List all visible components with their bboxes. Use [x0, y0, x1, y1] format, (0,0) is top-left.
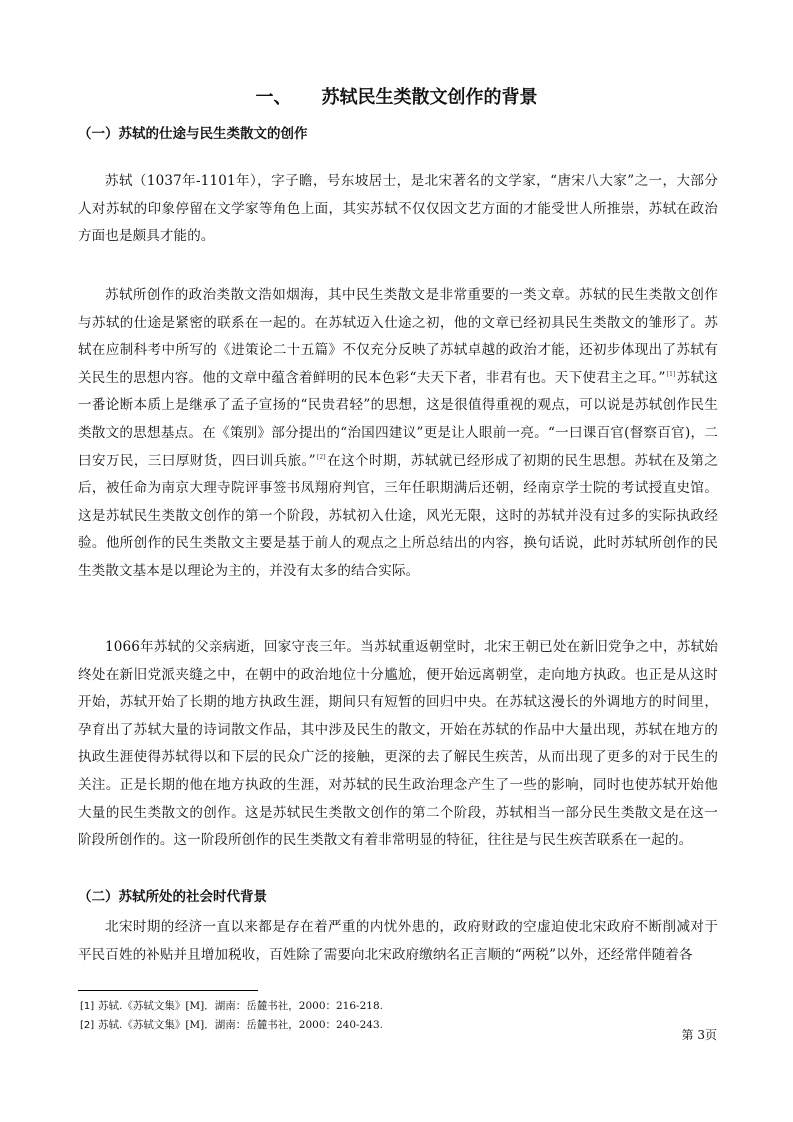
paragraph-4: 北宋时期的经济一直以来都是存在着严重的内忧外患的，政府财政的空虚迫使北宋政府不断削减对于平民百姓的补贴并且增加税收，百姓除了需要向北宋政府缴纳名正言顺的“两税”以外，还经常伴随着各: [78, 919, 718, 963]
paragraph-2-part-3: 在这个时期，苏轼就已经形成了初期的民生思想。苏轼在及第之后，被任命为南京大理寺院评事签书凤翔府判官，三年任职期满后还朝，经南京学士院的考试授直史馆。这是苏轼民生类散文创作的第一个阶段，苏轼初入仕途，风光无限，这时的苏轼并没有过多的实际执政经验。他所创作的民生类散文主要是基于前人的观点之上所总结出的内容，换句话说，此时苏轼所创作的民生类散文基本是以理论为主的，并没有太多的结合实际。: [78, 452, 718, 579]
page-number: 第 3页: [681, 1028, 717, 1042]
footnote-item: [80, 997, 383, 1016]
section-heading-1: （一）苏轼的仕途与民生类散文的创作: [78, 126, 308, 142]
chapter-number: 一、: [255, 87, 292, 108]
paragraph-2: [78, 282, 718, 586]
footnote-text: 苏轼.《苏轼文集》[M]．湖南：岳麓书社，2000：240-243.: [98, 1019, 383, 1031]
chapter-title: [0, 86, 793, 110]
footnote-text: 苏轼.《苏轼文集》[M]．湖南：岳麓书社，2000：216-218.: [98, 1000, 383, 1012]
paragraph-2-part-2: 苏轼这一番论断本质上是继承了孟子宣扬的“民贵君轻”的思想，这是很值得重视的观点，可以说是苏轼创作民生类散文的思想基点。在《策别》部分提出的“治国四建议”更是让人眼前一亮。“一曰课百官(督察百官)，二曰安万民，三曰厚财货，四曰训兵旅。”: [78, 369, 718, 469]
section-heading-2: （二）苏轼所处的社会时代背景: [78, 889, 267, 905]
footnote-ref-2[interactable]: [2]: [316, 453, 326, 461]
footnote-ref-1[interactable]: [1]: [666, 370, 676, 378]
paragraph-1: 苏轼（1037年-1101年），字子瞻，号东坡居士，是北宋著名的文学家，“唐宋八大家”之一，大部分人对苏轼的印象停留在文学家等角色上面，其实苏轼不仅仅因文艺方面的才能受世人所推崇，苏轼在政治方面也是颇具才能的。: [78, 173, 718, 245]
footnote-number: [1]: [80, 1001, 95, 1012]
footnote-number: [2]: [80, 1020, 95, 1031]
footnote-divider: [78, 990, 258, 991]
paragraph-3: 1066年苏轼的父亲病逝，回家守丧三年。当苏轼重返朝堂时，北宋王朝已处在新旧党争之中，苏轼始终处在新旧党派夹缝之中，在朝中的政治地位十分尴尬，便开始远离朝堂，走向地方执政。也正是从这时开始，苏轼开始了长期的地方执政生涯，期间只有短暂的回归中央。在苏轼这漫长的外调地方的时间里，孕育出了苏轼大量的诗词散文作品，其中涉及民生的散文，开始在苏轼的作品中大量出现，苏轼在地方的执政生涯使得苏轼得以和下层的民众广泛的接触，更深的去了解民生疾苦，从而出现了更多的对于民生的关注。正是长期的他在地方执政的生涯，对苏轼的民生政治理念产生了一些的影响，同时也使苏轼开始他大量的民生类散文的创作。这是苏轼民生类散文创作的第二个阶段，苏轼相当一部分民生类散文是在这一阶段所创作的。这一阶段所创作的民生类散文有着非常明显的特征，往往是与民生疾苦联系在一起的。: [78, 639, 718, 849]
footnote-list: [80, 997, 383, 1035]
footnote-item: [80, 1016, 383, 1035]
chapter-title-text: 苏轼民生类散文创作的背景: [321, 87, 538, 108]
paragraph-2-part-1: 苏轼所创作的政治类散文浩如烟海，其中民生类散文是非常重要的一类文章。苏轼的民生类散文创作与苏轼的仕途是紧密的联系在一起的。在苏轼迈入仕途之初，他的文章已经初具民生类散文的雏形了。苏轼在应制科考中所写的《进策论二十五篇》不仅充分反映了苏轼卓越的政治才能，还初步体现出了苏轼有关民生的思想内容。他的文章中蕴含着鲜明的民本色彩“夫天下者，非君有也。天下使君主之耳。”: [78, 287, 718, 386]
